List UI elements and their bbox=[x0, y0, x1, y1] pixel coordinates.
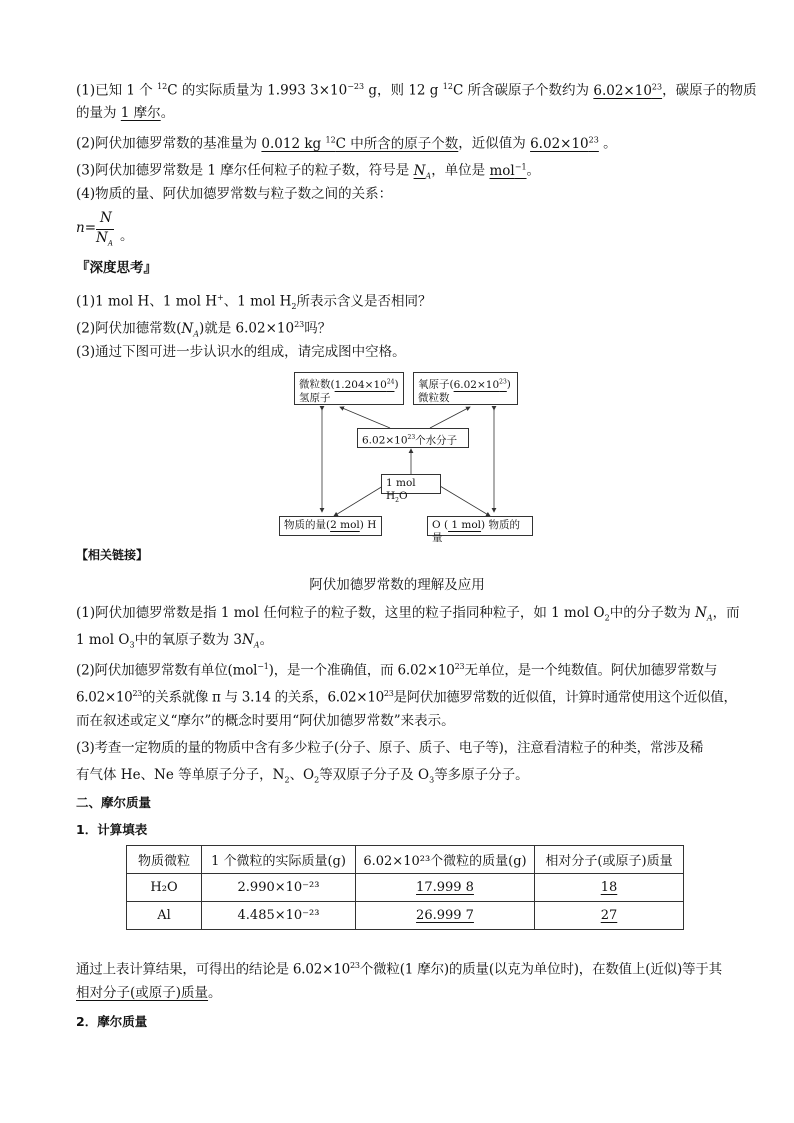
table-row bbox=[127, 874, 684, 902]
formula-denominator: $N_A$ bbox=[96, 230, 113, 248]
link-line-1: (1)阿伏加德罗常数是指 1 mol 任何粒子的粒子数，这里的粒子指同种粒子，如 1 mol $O_2$中的分子数为 $N_A$，而 bbox=[76, 605, 740, 623]
link-line-2: 1 mol $O_3$中的氧原子数为 $3N_A$。 bbox=[76, 632, 274, 650]
table-header: 相对分子(或原子)质量 bbox=[535, 846, 684, 874]
sup: 12 bbox=[157, 82, 168, 91]
sup: −23 bbox=[347, 82, 365, 91]
link-line-3: (2)阿伏加德罗常数有单位(mol$^{-1}$)，是一个准确值，而 $6.02\times 10^{23}$无单位，是一个纯数值。阿伏加德罗常数与 bbox=[76, 662, 718, 679]
table-header: 6.02×10²³个微粒的质量(g) bbox=[356, 846, 535, 874]
deep-q1: (1)1 mol H、1 mol H+、1 mol $H_2$所表示含义是否相同？ bbox=[76, 293, 432, 312]
table-cell: Al bbox=[127, 902, 202, 930]
answer-blank: $N_A$ bbox=[413, 162, 432, 181]
answer-blank: 相对分子(或原子)质量 bbox=[76, 985, 209, 1001]
text: ，单位是 bbox=[431, 162, 490, 179]
answer-blank: 0.012 kg $^{12}$C 中所含的原子个数 bbox=[261, 135, 459, 152]
text: (2)阿伏加德罗常数的基准量为 bbox=[76, 135, 262, 152]
link-line-7: 有气体 He、Ne 等单原子分子，$N_2$、$O_2$等双原子分子及 $O_3$等多原子分子。 bbox=[76, 767, 529, 785]
arrow bbox=[334, 486, 383, 516]
conclusion-line-1: 通过上表计算结果，可得出的结论是 $6.02\times 10^{23}$个微粒(1 摩尔)的质量(以克为单位时)，在数值上(近似)等于其 bbox=[76, 961, 722, 978]
deep-thinking-title: 『深度思考』 bbox=[76, 260, 157, 276]
related-link-heading: 阿伏加德罗常数的理解及应用 bbox=[309, 577, 485, 593]
text: 。 bbox=[526, 162, 541, 179]
table-row bbox=[127, 902, 684, 930]
table-header: 1 个微粒的实际质量(g) bbox=[202, 846, 356, 874]
deep-q2: (2)阿伏加德常数$(N_A)$就是 $6.02\times 10^{23}$吗？ bbox=[76, 320, 332, 339]
text: ，碳原子的物质 bbox=[662, 82, 757, 99]
box-one-mol-water: 1 mol $H_2O$ bbox=[381, 474, 441, 494]
link-line-5: 而在叙述或定义“摩尔”的概念时要用“阿伏加德罗常数”来表示。 bbox=[76, 713, 455, 729]
table-cell: 27 bbox=[535, 902, 684, 930]
calculation-table bbox=[126, 845, 684, 930]
box-oxygen-count: 氧原子$(6.02\times 10^{23})$ 微粒数 bbox=[413, 372, 518, 405]
related-link-title: 【相关链接】 bbox=[76, 548, 149, 562]
subsection-2-title: 2．摩尔质量 bbox=[76, 1014, 148, 1029]
link-line-4: $6.02\times 10^{23}$的关系就像 π 与 3.14 的关系，$6.02\times 10^{23}$是阿伏加德罗常数的近似值，计算时通常使用这个近似值， bbox=[76, 689, 737, 706]
formula-lhs: n= bbox=[76, 220, 97, 236]
table-cell: 26.999 7 bbox=[356, 902, 535, 930]
table-header: 物质微粒 bbox=[127, 846, 202, 874]
arrow bbox=[340, 407, 390, 428]
formula-end: 。 bbox=[120, 228, 134, 244]
table-cell: 4.485×10⁻²³ bbox=[202, 902, 356, 930]
arrow bbox=[440, 486, 490, 516]
arrow bbox=[430, 407, 470, 428]
box-hydrogen-count: 微粒数$(1.204\times 10^{24})$ 氢原子 bbox=[294, 372, 404, 405]
link-line-6: (3)考查一定物质的量的物质中含有多少粒子(分子、原子、质子、电子等)，注意看清粒子的种类，常涉及稀 bbox=[76, 740, 704, 756]
text: C 所含碳原子个数约为 bbox=[452, 82, 594, 99]
subsection-1-title: 1．计算填表 bbox=[76, 822, 148, 837]
text: g，则 12 g bbox=[364, 82, 443, 99]
section-2-title: 二、摩尔质量 bbox=[76, 795, 152, 810]
text: C 的实际质量为 1.993 3×10 bbox=[167, 82, 348, 99]
conclusion-line-2: 相对分子(或原子)质量。 bbox=[76, 985, 222, 1001]
table-cell: H₂O bbox=[127, 874, 202, 902]
answer-blank: $6.02\times 10^{23}$ bbox=[530, 135, 599, 152]
formula-numerator: N bbox=[100, 210, 112, 226]
box-water-molecules: $6.02\times 10^{23}$个水分子 bbox=[357, 428, 469, 448]
table-header-row bbox=[127, 846, 684, 874]
table-cell: 18 bbox=[535, 874, 684, 902]
text: 。 bbox=[160, 105, 175, 121]
deep-q3: (3)通过下图可进一步认识水的组成，请完成图中空格。 bbox=[76, 344, 406, 360]
box-oxygen-moles: O ( 1 mol) 物质的量 bbox=[427, 516, 533, 536]
text: (3)阿伏加德罗常数是 1 摩尔任何粒子的粒子数，符号是 bbox=[76, 162, 414, 179]
box-hydrogen-moles: 物质的量(2 mol) H bbox=[279, 516, 382, 536]
table-cell: 2.990×10⁻²³ bbox=[202, 874, 356, 902]
answer-blank: 1 摩尔 bbox=[120, 105, 161, 121]
sup: 12 bbox=[442, 82, 453, 91]
answer-blank: mol$^{-1}$ bbox=[489, 162, 527, 179]
answer-blank: $6.02\times 10^{23}$ bbox=[593, 82, 663, 99]
text: (1)已知 1 个 bbox=[76, 82, 158, 99]
table-cell: 17.999 8 bbox=[356, 874, 535, 902]
text: 。 bbox=[598, 135, 617, 152]
paragraph-4: (4)物质的量、阿伏加德罗常数与粒子数之间的关系： bbox=[76, 186, 393, 202]
text: 的量为 bbox=[76, 105, 121, 121]
text: ，近似值为 bbox=[458, 135, 531, 152]
